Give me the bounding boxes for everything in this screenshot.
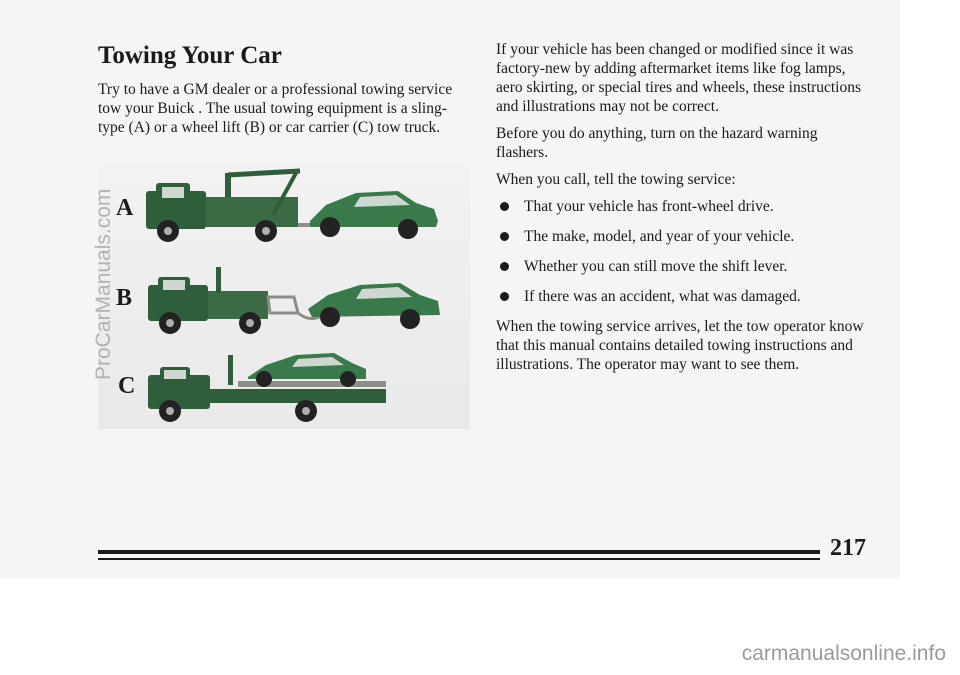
car-b-front-wheel <box>320 307 340 327</box>
truck-b-light-post <box>216 267 221 293</box>
label-a: A <box>116 195 134 221</box>
call-paragraph: When you call, tell the towing service: <box>496 171 736 188</box>
list-item: Whether you can still move the shift lever. <box>496 257 871 276</box>
truck-c-chassis <box>210 389 386 403</box>
row-b-wheel-lift <box>116 267 440 334</box>
car-a-rear-wheel <box>398 219 418 239</box>
list-item: That your vehicle has front-wheel drive. <box>496 197 871 216</box>
label-b: B <box>116 285 133 311</box>
list-item: If there was an accident, what was damaged. <box>496 287 871 306</box>
truck-b-lift-frame <box>268 297 298 313</box>
modification-paragraph: If your vehicle has been changed or modified since it was factory-new by adding aftermarket items like fog lamps, aero skirting, or special tires and wheels, these instructions and illustrations may not be correct. <box>496 41 862 115</box>
footer-rule-thick <box>98 550 820 554</box>
towing-figure-svg <box>98 163 470 429</box>
bullet-icon <box>500 262 509 271</box>
hazard-paragraph: Before you do anything, turn on the hazard warning flashers. <box>496 125 818 161</box>
list-item: The make, model, and year of your vehicle. <box>496 227 871 246</box>
page-heading: Towing Your Car <box>98 42 282 69</box>
car-c-front-wheel <box>256 371 272 387</box>
intro-paragraph: Try to have a GM dealer or a professional towing service tow your Buick . The usual towing equipment is a sling-type (A) or a wheel lift (B) or car carrier (C) tow truck. <box>98 81 453 136</box>
side-watermark: ProCarManuals.com <box>92 188 115 380</box>
truck-c-light-post <box>228 355 233 385</box>
towing-checklist <box>496 197 871 306</box>
row-c-car-carrier <box>118 353 386 422</box>
car-c-rear-wheel <box>340 371 356 387</box>
truck-b-window <box>163 280 185 290</box>
towing-illustration <box>98 163 470 429</box>
truck-c-window <box>164 370 186 379</box>
bullet-icon <box>500 232 509 241</box>
page-number: 217 <box>830 535 866 561</box>
right-column <box>496 40 871 382</box>
truck-b-bed <box>208 291 268 319</box>
truck-a-bed <box>206 197 298 227</box>
car-b-rear-wheel <box>400 309 420 329</box>
row-a-sling-truck <box>116 171 438 242</box>
label-c: C <box>118 373 136 399</box>
truck-a-window <box>162 187 184 198</box>
left-column <box>98 42 473 145</box>
footer-rule-thin <box>98 558 820 560</box>
bullet-icon <box>500 202 509 211</box>
arrival-paragraph: When the towing service arrives, let the tow operator know that this manual contains detailed towing instructions and illustrations. The operator may want to see them. <box>496 318 864 373</box>
bullet-icon <box>500 292 509 301</box>
car-a-front-wheel <box>320 217 340 237</box>
footer-watermark: carmanualsonline.info <box>741 642 946 665</box>
truck-a-boom <box>228 171 300 175</box>
